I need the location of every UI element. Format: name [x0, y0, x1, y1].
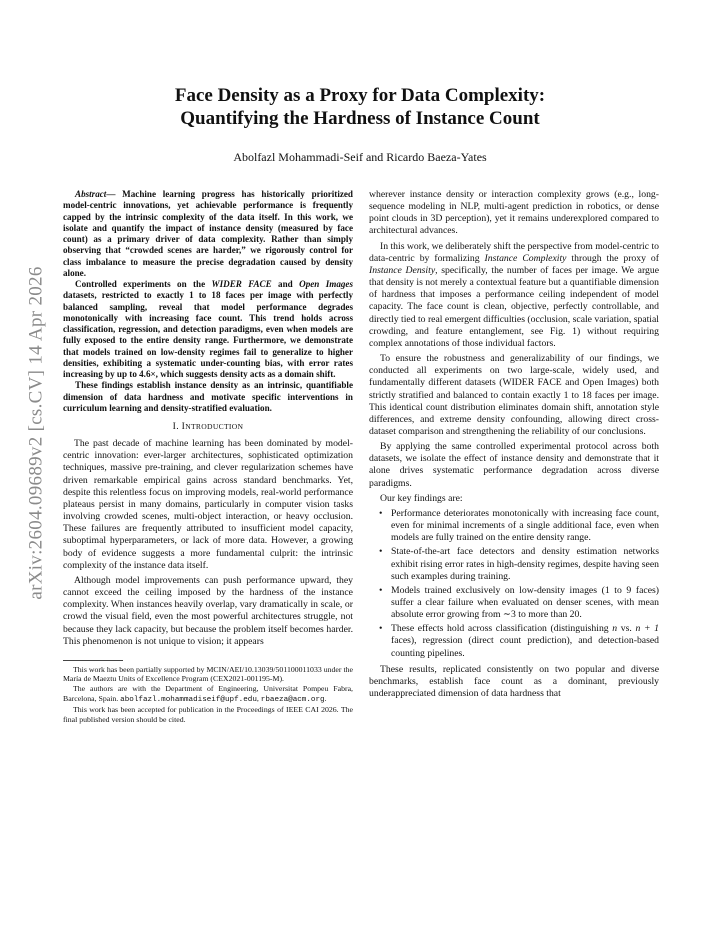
paper-title	[0, 84, 720, 130]
footnote-affiliation: The authors are with the Department of Engineering, Universitat Pompeu Fabra, Barcelona, Spain. abolfazl.mohammadiseif@upf.edu, rbaeza@acm.org.	[63, 684, 353, 704]
title-line-1: Face Density as a Proxy for Data Complexity:	[174, 85, 546, 106]
finding-item: • Models trained exclusively on low-density images (1 to 9 faces) suffer a clear failure when evaluated on denser scenes, with mean absolute error growing from ∼3 to more than 20.	[369, 585, 659, 621]
term-instance-complexity: Instance Complexity	[484, 252, 567, 264]
footnote-rule	[63, 660, 123, 661]
right-paragraph-6: These results, replicated consistently on two popular and diverse benchmarks, establish face count as a dominant, previously underappreciated dimension of data hardness that	[369, 663, 659, 700]
finding-item: • Performance deteriorates monotonically with increasing face count, even for minimal increments of a single additional face, even when models are fully trained on the entire density range.	[369, 508, 659, 544]
finding-item: • These effects hold across classification (distinguishing n vs. n + 1 faces), regression (direct count prediction), and detection-based counting pipelines.	[369, 623, 659, 659]
abstract-paragraph-1: Abstract— Machine learning progress has historically prioritized model-centric innovations, yet achievable performance is frequently capped by the intrinsic complexity of the data itself. In this work, we isolate and quantify the impact of instance density (measured by face count) as a primary driver of data complexity. Rather than simply observing that “crowded scenes are harder,” we rigorously control for class imbalance to measure the precise degradation caused by density alone.	[63, 189, 353, 278]
right-paragraph-4: By applying the same controlled experimental protocol across both datasets, we isolate the effect of instance density and demonstrate that it alone drives systematic performance degradation across diverse paradigms.	[369, 441, 659, 489]
arxiv-identifier-text: arXiv:2604.09689v2 [cs.CV] 14 Apr 2026	[26, 266, 48, 600]
right-paragraph-3: To ensure the robustness and generalizability of our findings, we conducted all experiments on two large-scale, widely used, and fundamentally different datasets (WIDER FACE and Open Images) both strictly stratified and balanced to contain exactly 1 to 18 faces per image. This identical count distribution eliminates domain shift, annotation style differences, and extreme density confounding, allowing direct cross-dataset comparison and strengthening the reliability of our conclusions.	[369, 353, 659, 437]
right-paragraph-1: wherever instance density or interaction complexity grows (e.g., long-sequence modeling in NLP, multi-agent prediction in robotics, or dense point clouds in 3D perception), yet it remains underexplored compared to architectural advances.	[369, 189, 659, 237]
author-list: Abolfazl Mohammadi-Seif and Ricardo Baeza-Yates	[233, 150, 487, 164]
footnotes	[63, 665, 353, 725]
abstract-paragraph-3: These findings establish instance density as an intrinsic, quantifiable dimension of data hardness and motivate specific interventions in curriculum learning and density-stratified evaluation.	[63, 380, 353, 413]
right-column	[369, 189, 659, 703]
section-heading-introduction: I. INTRODUCTION	[172, 421, 244, 432]
intro-paragraph-1: The past decade of machine learning has been dominated by model-centric innovation: ever-larger architectures, sophisticated optimization techniques, massive pre-training, and clever regularization schemes have driven remarkable empirical gains across standard benchmarks. Yet, despite this relentless focus on improving models, real-world performance plateaus persist in many domains, particularly in computer vision tasks involving crowded scenes, multi-object interaction, or heavy occlusion. These failures are frequently attributed to insufficient model capacity, suboptimal hyperparameters, or lack of more data. However, a growing body of evidence suggests a more fundamental culprit: the intrinsic complexity of the instance data itself.	[63, 438, 353, 571]
dataset-name-open-images: Open Images	[299, 279, 354, 289]
title-line-2: Quantifying the Hardness of Instance Count	[180, 108, 540, 129]
term-instance-density: Instance Density	[369, 264, 436, 276]
finding-item: • State-of-the-art face detectors and density estimation networks exhibit rising error rates in high-density regimes, despite having seen such examples during training.	[369, 546, 659, 582]
footnote-publication: This work has been accepted for publication in the Proceedings of IEEE CAI 2026. The final published version should be cited.	[63, 705, 353, 724]
author-email-2[interactable]: rbaeza@acm.org	[260, 695, 325, 704]
right-paragraph-5: Our key findings are:	[380, 492, 463, 504]
arxiv-identifier-stamp	[22, 218, 52, 648]
dataset-name-wider: WIDER FACE	[211, 279, 272, 289]
right-paragraph-2: In this work, we deliberately shift the perspective from model-centric to data-centric by formalizing Instance Complexity through the proxy of Instance Density, specifically, the number of faces per image. We argue that density is not merely a contextual feature but a quantifiable dimension of hardness that imposes a performance ceiling independent of model capacity. The face count is clean, objective, perfectly controllable, and directly tied to real emergent difficulties (occlusion, scale variation, spatial crowding, and feature entanglement, see Fig. 1) without requiring complex annotations of those individual factors.	[369, 240, 660, 349]
abstract-paragraph-2: Controlled experiments on the WIDER FACE and Open Images datasets, restricted to exactly 1 to 18 faces per image with perfectly balanced sampling, reveal that model performance degrades monotonically with increasing face count. This trend holds across classification, regression, and detection paradigms, even when models are fully exposed to the entire density range. Furthermore, we demonstrate that models trained on low-density regimes fail to generalize to higher densities, exhibiting a systematic under-counting bias, with error rates increasing by up to 4.6×, which suggests density acts as a domain shift.	[63, 279, 354, 379]
introduction-body	[63, 438, 353, 648]
key-findings-list	[369, 508, 659, 660]
intro-paragraph-2: Although model improvements can push performance upward, they cannot exceed the ceiling imposed by the hardness of the instance complexity. When instances heavily overlap, vary dramatically in scale, or crowd the visual field, even the most powerful architectures struggle, not because they lack capacity, but because the problem itself becomes harder. This phenomenon is not unique to vision; it appears	[63, 574, 353, 647]
left-column	[63, 189, 353, 724]
abstract	[63, 189, 353, 414]
author-email-1[interactable]: abolfazl.mohammadiseif@upf.edu	[120, 695, 257, 704]
abstract-label: Abstract	[75, 189, 107, 199]
footnote-funding: This work has been partially supported by MCIN/AEI/10.13039/501100011033 under the María de Maeztu Units of Excellence Program (CEX2021-001195-M).	[63, 664, 353, 684]
